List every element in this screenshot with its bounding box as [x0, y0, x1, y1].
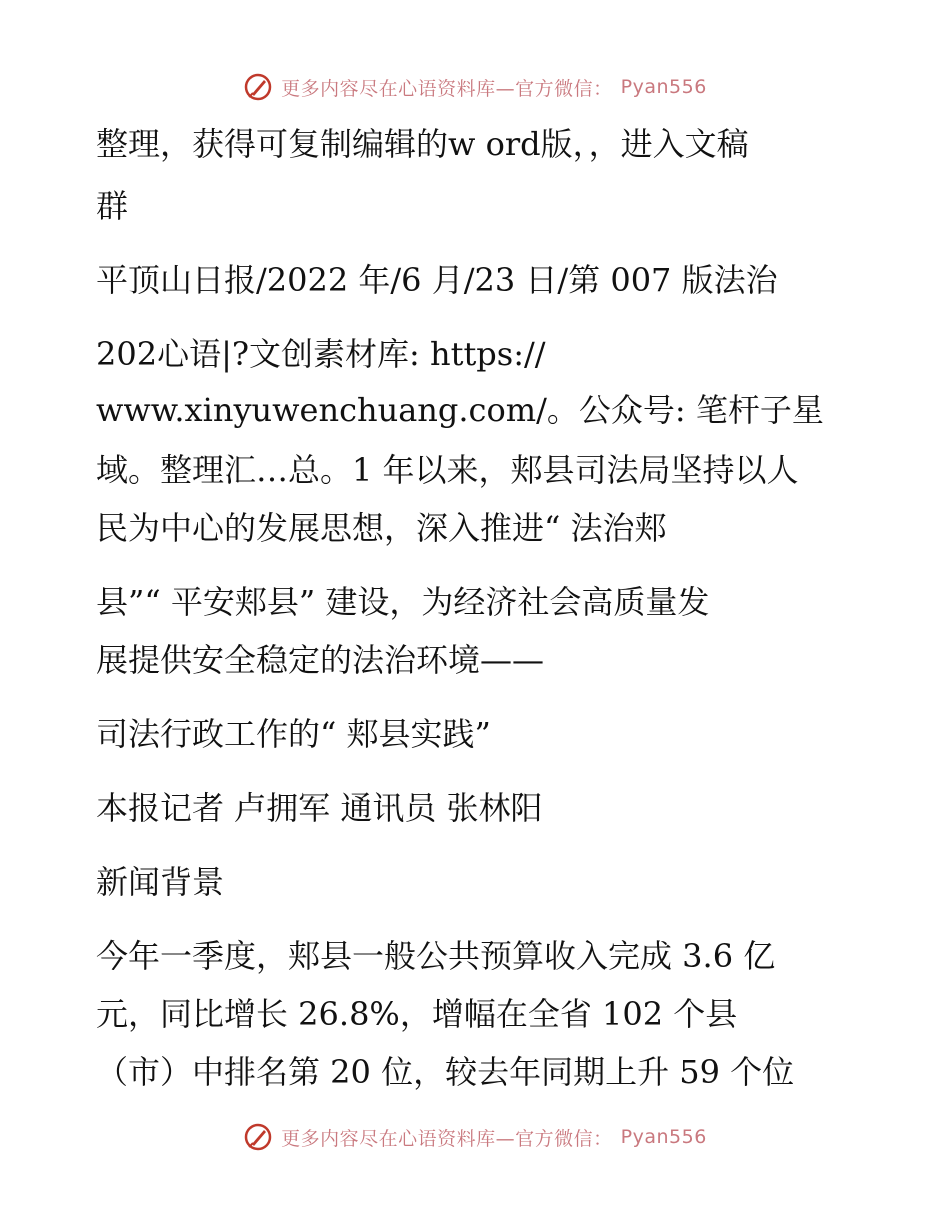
text-line: 县”“ 平安郏县” 建设，为经济社会高质量发	[96, 583, 710, 621]
header-watermark	[0, 72, 950, 102]
text-line: 群	[96, 187, 129, 225]
text-line: 202心语|?文创素材库: https://	[96, 335, 546, 373]
text-line: 今年一季度，郏县一般公共预算收入完成 3.6 亿	[96, 937, 776, 975]
watermark-account: Pyan556	[620, 1126, 707, 1148]
watermark-account: Pyan556	[620, 76, 707, 98]
text-line: 平顶山日报/2022 年/6 月/23 日/第 007 版法治	[96, 261, 778, 299]
text-line: 域。整理汇…总。1 年以来，郏县司法局坚持以人	[96, 451, 799, 489]
footer-watermark	[0, 1122, 950, 1152]
text-line: 元，同比增长 26.8%，增幅在全省 102 个县	[96, 995, 738, 1033]
text-line: 本报记者 卢拥军 通讯员 张林阳	[96, 789, 543, 827]
text-line: 民为中心的发展思想，深入推进“ 法治郏	[96, 509, 667, 547]
feather-pen-logo-icon	[243, 1122, 273, 1152]
watermark-text: 更多内容尽在心语资料库—官方微信：	[281, 1127, 613, 1150]
text-line: www.xinyuwenchuang.com/。公众号: 笔杆子星	[96, 391, 824, 429]
feather-pen-logo-icon	[243, 72, 273, 102]
text-line: 司法行政工作的“ 郏县实践”	[96, 715, 491, 753]
text-line: 新闻背景	[96, 863, 225, 901]
text-line: （市）中排名第 20 位，较去年同期上升 59 个位	[96, 1053, 795, 1091]
text-line: 展提供安全稳定的法治环境——	[96, 641, 545, 679]
watermark-text: 更多内容尽在心语资料库—官方微信：	[281, 77, 613, 100]
text-line: 整理，获得可复制编辑的w ord版，，进入文稿	[96, 125, 749, 163]
